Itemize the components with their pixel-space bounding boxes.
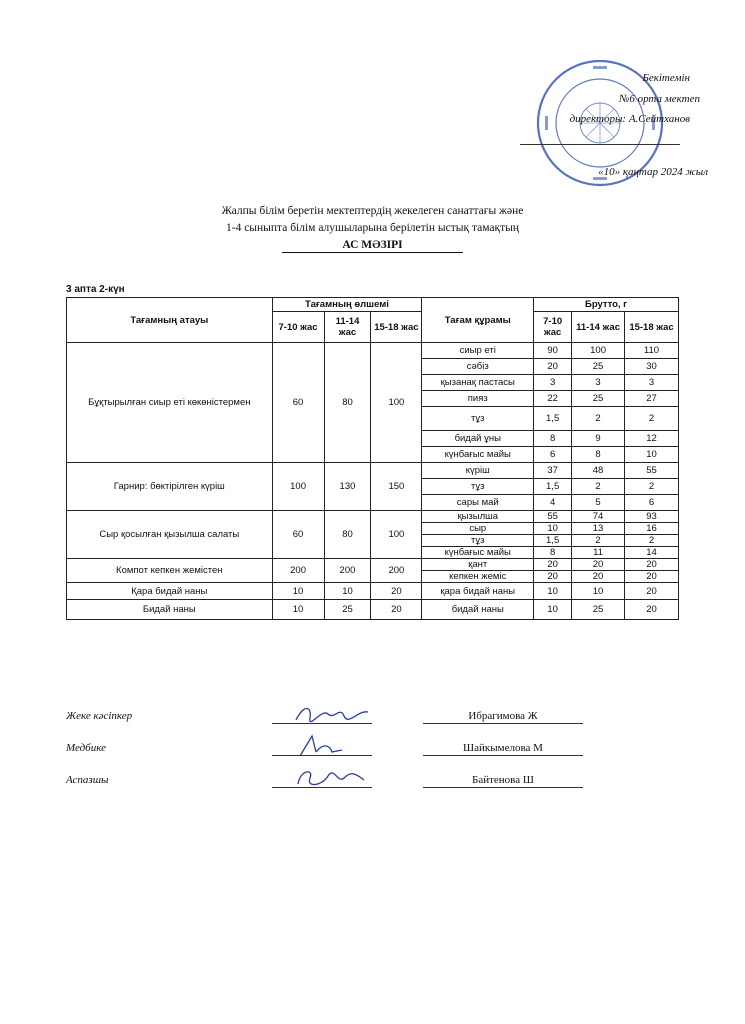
portion-cell: 200 — [324, 559, 371, 583]
title-line-1: Жалпы білім беретін мектептердің жекелеген санаттағы және — [221, 205, 524, 217]
header-gross: Брутто, г — [534, 298, 679, 312]
ingredient-name: қызанақ пастасы — [422, 375, 534, 391]
menu-body — [67, 343, 679, 620]
gross-cell: 1,5 — [534, 535, 572, 547]
menu-table — [66, 297, 679, 620]
header-composition: Тағам құрамы — [422, 298, 534, 343]
gross-cell: 20 — [534, 559, 572, 571]
ingredient-name: тұз — [422, 407, 534, 431]
ingredient-name: тұз — [422, 479, 534, 495]
table-row — [67, 463, 679, 479]
approval-signature-line — [520, 144, 680, 145]
name-nurse: Шайкымелова М — [463, 742, 543, 754]
portion-cell: 60 — [272, 343, 324, 463]
table-row — [67, 559, 679, 571]
gross-cell: 9 — [572, 431, 625, 447]
dish-name: Бұқтырылған сиыр еті көкөністермен — [67, 343, 273, 463]
portion-cell: 100 — [272, 463, 324, 511]
gross-cell: 110 — [625, 343, 679, 359]
portion-cell: 10 — [272, 600, 324, 620]
gross-cell: 10 — [534, 583, 572, 600]
gross-cell: 2 — [625, 479, 679, 495]
ingredient-name: күнбағыс майы — [422, 447, 534, 463]
dish-name: Сыр қосылған қызылша салаты — [67, 511, 273, 559]
week-day-label: 3 апта 2-күн — [66, 284, 125, 295]
gross-cell: 3 — [625, 375, 679, 391]
cook-signature-line — [272, 787, 372, 788]
gross-cell: 2 — [572, 535, 625, 547]
gross-cell: 20 — [534, 571, 572, 583]
gross-cell: 25 — [572, 600, 625, 620]
gross-cell: 10 — [534, 600, 572, 620]
portion-cell: 200 — [272, 559, 324, 583]
dish-name: Қара бидай наны — [67, 583, 273, 600]
name-line-cook — [423, 787, 583, 788]
title-line-2: 1-4 сыныпта білім алушыларына берілетін ыстық тамақтың — [225, 222, 520, 234]
gross-cell: 8 — [534, 547, 572, 559]
approval-school: №6 орта мектеп — [618, 93, 700, 105]
role-nurse: Медбике — [66, 742, 106, 754]
approval-heading: Бекітемін — [642, 72, 690, 84]
table-row — [67, 600, 679, 620]
gross-cell: 25 — [572, 359, 625, 375]
portion-cell: 130 — [324, 463, 371, 511]
dish-name: Гарнир: бөктірілген күріш — [67, 463, 273, 511]
gross-cell: 8 — [572, 447, 625, 463]
nurse-signature-line — [272, 755, 372, 756]
gross-cell: 25 — [572, 391, 625, 407]
gross-cell: 13 — [572, 523, 625, 535]
gross-cell: 20 — [625, 583, 679, 600]
header-gross-age2: 11-14 жас — [572, 312, 625, 343]
gross-cell: 20 — [534, 359, 572, 375]
portion-cell: 10 — [272, 583, 324, 600]
gross-cell: 4 — [534, 495, 572, 511]
gross-cell: 100 — [572, 343, 625, 359]
gross-cell: 74 — [572, 511, 625, 523]
name-entrepreneur: Ибрагимова Ж — [468, 710, 538, 722]
gross-cell: 3 — [534, 375, 572, 391]
gross-cell: 10 — [534, 523, 572, 535]
gross-cell: 20 — [625, 571, 679, 583]
gross-cell: 10 — [572, 583, 625, 600]
ingredient-name: кепкен жеміс — [422, 571, 534, 583]
portion-cell: 100 — [371, 511, 422, 559]
page-title: АС МӘЗІРІ — [282, 239, 462, 253]
ingredient-name: қара бидай наны — [422, 583, 534, 600]
gross-cell: 90 — [534, 343, 572, 359]
entrepreneur-signature-line — [272, 723, 372, 724]
ingredient-name: бидай ұны — [422, 431, 534, 447]
gross-cell: 11 — [572, 547, 625, 559]
table-row — [67, 343, 679, 359]
ingredient-name: пияз — [422, 391, 534, 407]
gross-cell: 14 — [625, 547, 679, 559]
portion-cell: 20 — [371, 583, 422, 600]
gross-cell: 5 — [572, 495, 625, 511]
gross-cell: 1,5 — [534, 479, 572, 495]
gross-cell: 55 — [534, 511, 572, 523]
name-line-entrepreneur — [423, 723, 583, 724]
ingredient-name: қызылша — [422, 511, 534, 523]
gross-cell: 2 — [625, 535, 679, 547]
gross-cell: 22 — [534, 391, 572, 407]
header-portion: Тағамның өлшемі — [272, 298, 422, 312]
header-dish-name: Тағамның атауы — [67, 298, 273, 343]
approval-director: директоры: А.Сейтханов — [569, 113, 690, 125]
portion-cell: 60 — [272, 511, 324, 559]
gross-cell: 93 — [625, 511, 679, 523]
header-gross-age1: 7-10 жас — [534, 312, 572, 343]
ingredient-name: бидай наны — [422, 600, 534, 620]
header-portion-age2: 11-14 жас — [324, 312, 371, 343]
portion-cell: 80 — [324, 511, 371, 559]
portion-cell: 10 — [324, 583, 371, 600]
gross-cell: 20 — [572, 571, 625, 583]
ingredient-name: күріш — [422, 463, 534, 479]
gross-cell: 48 — [572, 463, 625, 479]
approval-date: «10» қаңтар 2024 жыл — [598, 166, 708, 178]
gross-cell: 12 — [625, 431, 679, 447]
role-cook: Аспазшы — [66, 774, 109, 786]
gross-cell: 2 — [625, 407, 679, 431]
gross-cell: 27 — [625, 391, 679, 407]
table-row — [67, 511, 679, 523]
ingredient-name: сәбіз — [422, 359, 534, 375]
ingredient-name: қант — [422, 559, 534, 571]
portion-cell: 20 — [371, 600, 422, 620]
ingredient-name: тұз — [422, 535, 534, 547]
gross-cell: 6 — [534, 447, 572, 463]
portion-cell: 150 — [371, 463, 422, 511]
gross-cell: 3 — [572, 375, 625, 391]
gross-cell: 20 — [625, 559, 679, 571]
header-gross-age3: 15-18 жас — [625, 312, 679, 343]
role-entrepreneur: Жеке кәсіпкер — [66, 710, 133, 722]
dish-name: Бидай наны — [67, 600, 273, 620]
gross-cell: 2 — [572, 407, 625, 431]
gross-cell: 30 — [625, 359, 679, 375]
ingredient-name: сыр — [422, 523, 534, 535]
gross-cell: 20 — [572, 559, 625, 571]
name-cook: Байтенова Ш — [472, 774, 534, 786]
table-row — [67, 583, 679, 600]
gross-cell: 10 — [625, 447, 679, 463]
gross-cell: 6 — [625, 495, 679, 511]
gross-cell: 8 — [534, 431, 572, 447]
gross-cell: 55 — [625, 463, 679, 479]
gross-cell: 16 — [625, 523, 679, 535]
gross-cell: 37 — [534, 463, 572, 479]
ingredient-name: сиыр еті — [422, 343, 534, 359]
name-line-nurse — [423, 755, 583, 756]
header-portion-age3: 15-18 жас — [371, 312, 422, 343]
header-portion-age1: 7-10 жас — [272, 312, 324, 343]
portion-cell: 100 — [371, 343, 422, 463]
ingredient-name: сары май — [422, 495, 534, 511]
portion-cell: 25 — [324, 600, 371, 620]
portion-cell: 80 — [324, 343, 371, 463]
gross-cell: 2 — [572, 479, 625, 495]
dish-name: Компот кепкен жемістен — [67, 559, 273, 583]
portion-cell: 200 — [371, 559, 422, 583]
gross-cell: 20 — [625, 600, 679, 620]
gross-cell: 1,5 — [534, 407, 572, 431]
ingredient-name: күнбағыс майы — [422, 547, 534, 559]
